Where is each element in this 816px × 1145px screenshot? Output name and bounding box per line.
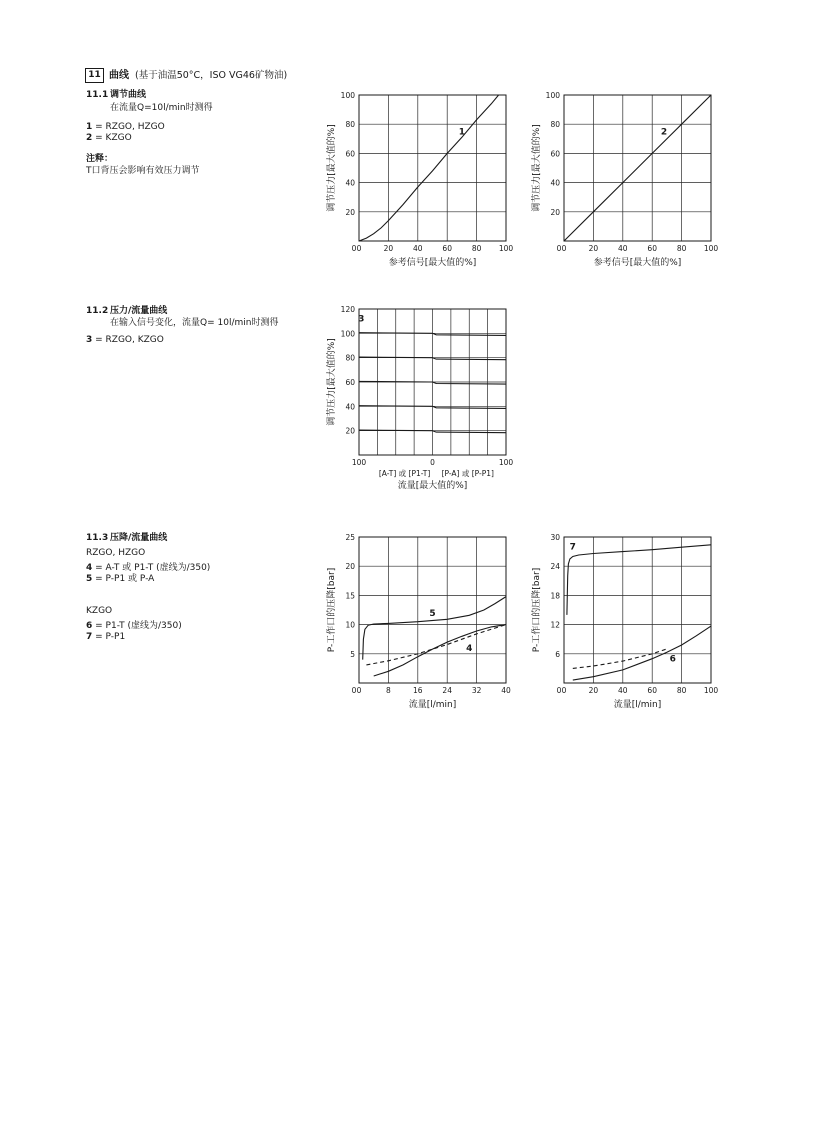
x-tick-label: 60 bbox=[647, 244, 657, 253]
y-tick-label: 18 bbox=[550, 591, 560, 601]
y-tick-label: 40 bbox=[550, 178, 560, 188]
x-tick-label: 100 bbox=[498, 458, 514, 467]
y-tick-label: 20 bbox=[345, 426, 355, 436]
x-tick-label: 0 bbox=[356, 244, 362, 253]
x-tick-label: 40 bbox=[618, 686, 628, 695]
legend-key: 7 bbox=[86, 632, 93, 642]
y-axis-label: 调节压力[最大值的%] bbox=[327, 338, 337, 426]
x-axis-label: 流量[l/min] bbox=[408, 700, 457, 710]
s3-number: 11.3 bbox=[86, 533, 109, 543]
curve-label: 4 bbox=[466, 643, 473, 654]
section-subtitle: (基于油温50°C，ISO VG46矿物油) bbox=[135, 70, 288, 81]
chart-c3 bbox=[325, 305, 513, 491]
y-tick-label: 80 bbox=[345, 120, 355, 130]
x-tick-label: 8 bbox=[386, 686, 391, 695]
x-tick-label: 24 bbox=[442, 686, 452, 695]
section-title: 曲线 bbox=[109, 70, 129, 81]
legend-text: = A-T 或 P1-T (虚线为/350) bbox=[95, 563, 211, 573]
y-tick-label: 5 bbox=[350, 649, 355, 659]
y-tick-label: 40 bbox=[345, 178, 355, 188]
y-axis-label: P-工作口的压降[bar] bbox=[532, 567, 542, 653]
y-tick-label: 0 bbox=[351, 686, 357, 695]
y-tick-label: 100 bbox=[545, 91, 560, 100]
y-tick-label: 12 bbox=[550, 620, 560, 630]
x-tick-label: 60 bbox=[442, 244, 452, 253]
curve-label: 5 bbox=[429, 608, 436, 619]
x-tick-label: 20 bbox=[588, 686, 599, 695]
x-tick-label: 80 bbox=[676, 686, 687, 695]
series-line bbox=[567, 542, 711, 615]
y-tick-label: 60 bbox=[345, 149, 355, 159]
section-number-box: 11 bbox=[85, 68, 104, 83]
y-tick-label: 0 bbox=[556, 686, 562, 695]
curve-label: 6 bbox=[669, 654, 676, 665]
x-tick-label: 40 bbox=[618, 244, 628, 253]
series-line bbox=[359, 95, 499, 241]
y-axis-label: 调节压力[最大值的%] bbox=[532, 124, 542, 212]
y-tick-label: 20 bbox=[345, 562, 355, 572]
x-tick-label: 80 bbox=[676, 244, 687, 253]
curve-label: 3 bbox=[358, 314, 365, 325]
y-tick-label: 60 bbox=[550, 149, 560, 159]
s3-group2-title: KZGO bbox=[86, 606, 113, 616]
y-tick-label: 24 bbox=[550, 562, 560, 572]
y-tick-label: 80 bbox=[550, 120, 560, 130]
plot-frame bbox=[564, 537, 711, 683]
x-tick-label: 0 bbox=[561, 244, 567, 253]
chart-c1 bbox=[325, 91, 513, 268]
x-tick-label: 40 bbox=[501, 686, 511, 695]
y-tick-label: 20 bbox=[550, 207, 560, 217]
series-line bbox=[374, 625, 506, 676]
chart-c4 bbox=[325, 533, 511, 710]
legend-text: = RZGO, KZGO bbox=[95, 335, 164, 345]
y-axis-label: P-工作口的压降[bar] bbox=[327, 567, 337, 653]
x-axis-label: 流量[最大值的%] bbox=[397, 481, 468, 491]
legend-key: 5 bbox=[86, 574, 93, 584]
s1-title: 调节曲线 bbox=[110, 90, 147, 100]
x-tick-label: 40 bbox=[413, 244, 423, 253]
s1-number: 11.1 bbox=[86, 90, 109, 100]
x-tick-label: 100 bbox=[351, 458, 367, 467]
curve-label: 2 bbox=[660, 127, 668, 138]
y-tick-label: 10 bbox=[345, 620, 355, 630]
y-tick-label: 20 bbox=[345, 207, 355, 217]
x-axis-label: 流量[l/min] bbox=[613, 700, 662, 710]
curve-label: 1 bbox=[458, 127, 466, 138]
chart-c5 bbox=[530, 533, 718, 710]
x-tick-label: 100 bbox=[703, 686, 719, 695]
y-tick-label: 0 bbox=[556, 244, 562, 253]
series-line bbox=[564, 95, 711, 241]
s2-number: 11.2 bbox=[86, 306, 109, 316]
x-sub-label-left: [A-T] 或 [P1-T] bbox=[378, 469, 431, 478]
s1-note-text: T口背压会影响有效压力调节 bbox=[86, 166, 200, 176]
x-tick-label: 80 bbox=[471, 244, 482, 253]
y-tick-label: 100 bbox=[340, 91, 355, 100]
y-tick-label: 15 bbox=[345, 591, 355, 601]
s1-note-title: 注释： bbox=[86, 154, 114, 164]
x-tick-label: 100 bbox=[703, 244, 719, 253]
x-tick-label: 60 bbox=[647, 686, 657, 695]
x-tick-label: 0 bbox=[356, 686, 362, 695]
legend-text: = P1-T (虚线为/350) bbox=[95, 621, 182, 631]
y-tick-label: 120 bbox=[340, 305, 355, 314]
legend-key: 2 bbox=[86, 133, 93, 143]
series-line bbox=[366, 625, 506, 665]
y-tick-label: 6 bbox=[555, 649, 560, 659]
y-tick-label: 30 bbox=[550, 533, 560, 542]
legend-text: = P-P1 或 P-A bbox=[95, 574, 155, 584]
x-axis-label: 参考信号[最大值的%] bbox=[388, 258, 477, 268]
y-axis-label: 调节压力[最大值的%] bbox=[327, 124, 337, 212]
y-tick-label: 100 bbox=[340, 329, 355, 339]
y-tick-label: 25 bbox=[345, 533, 355, 542]
x-tick-label: 20 bbox=[588, 244, 599, 253]
legend-key: 4 bbox=[86, 563, 93, 573]
curve-label: 7 bbox=[569, 542, 576, 553]
chart-c2 bbox=[530, 91, 718, 268]
y-tick-label: 0 bbox=[351, 244, 357, 253]
legend-key: 1 bbox=[86, 122, 93, 132]
series-line bbox=[363, 597, 506, 660]
x-tick-label: 32 bbox=[471, 686, 482, 695]
plot-frame bbox=[359, 95, 506, 241]
s3-title: 压降/流量曲线 bbox=[110, 533, 168, 543]
y-tick-label: 40 bbox=[345, 402, 355, 412]
x-tick-label: 20 bbox=[383, 244, 394, 253]
legend-key: 3 bbox=[86, 335, 93, 345]
legend-text: = KZGO bbox=[95, 133, 132, 143]
x-tick-label: 0 bbox=[561, 686, 567, 695]
legend-text: = RZGO, HZGO bbox=[95, 122, 165, 132]
x-axis-label: 参考信号[最大值的%] bbox=[593, 258, 682, 268]
legend-key: 6 bbox=[86, 621, 93, 631]
s1-condition: 在流量Q=10l/min时测得 bbox=[110, 103, 213, 113]
x-tick-label: 100 bbox=[498, 244, 514, 253]
y-tick-label: 60 bbox=[345, 378, 355, 387]
x-tick-label: 0 bbox=[430, 458, 435, 467]
x-tick-label: 16 bbox=[413, 686, 423, 695]
legend-text: = P-P1 bbox=[95, 632, 126, 642]
s2-condition: 在输入信号变化，流量Q= 10l/min时测得 bbox=[110, 318, 279, 328]
y-tick-label: 80 bbox=[345, 353, 355, 363]
x-sub-label-right: [P-A] 或 [P-P1] bbox=[441, 469, 494, 478]
s2-title: 压力/流量曲线 bbox=[110, 306, 168, 316]
s3-group1-title: RZGO, HZGO bbox=[86, 548, 146, 558]
